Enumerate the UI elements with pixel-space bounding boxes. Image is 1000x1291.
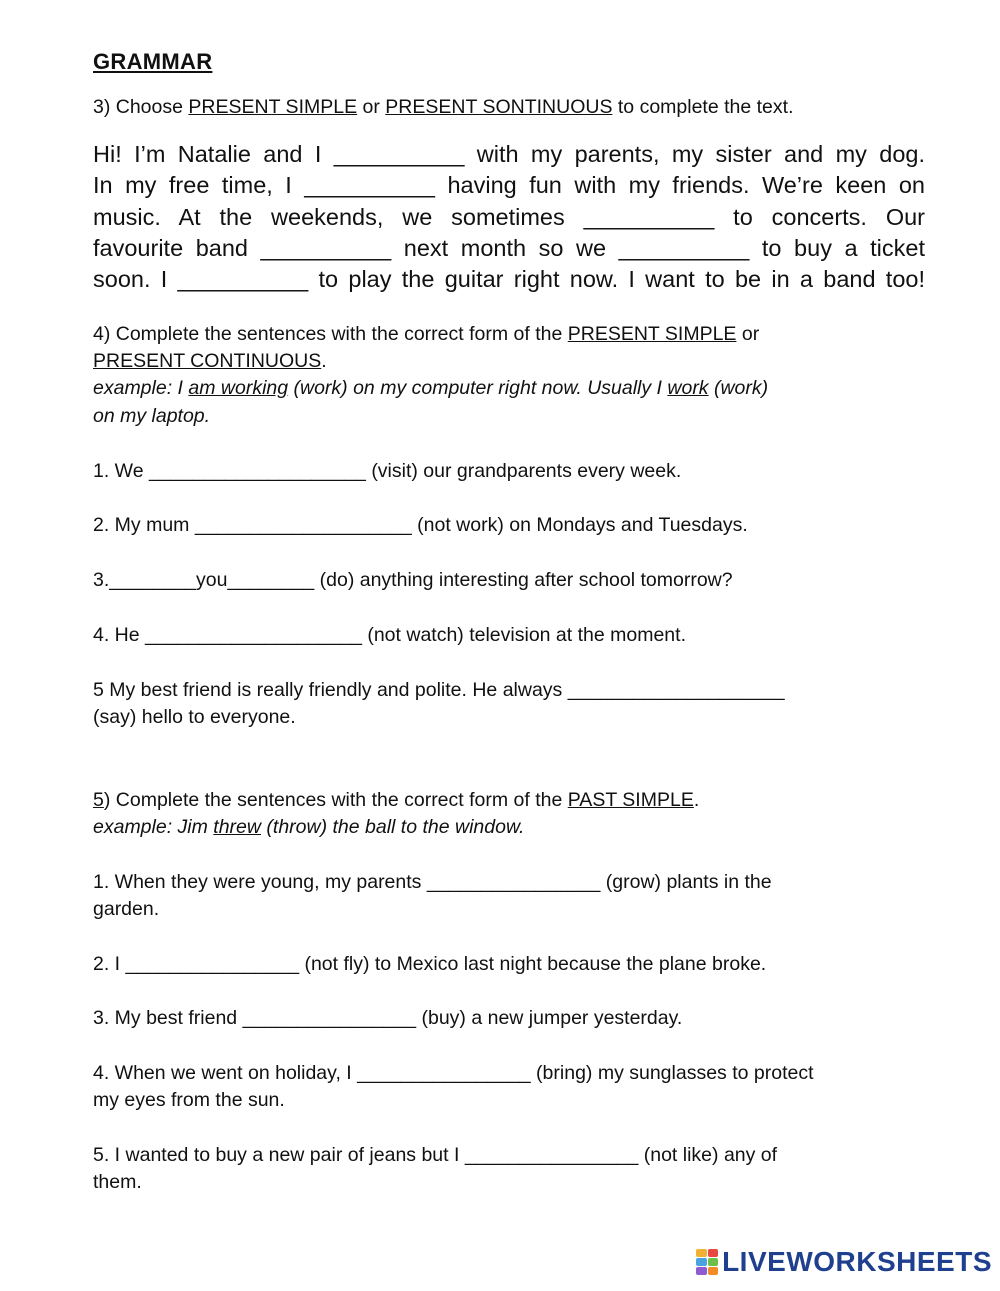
or-text: or	[357, 96, 386, 118]
example-text: example: Jim	[93, 816, 214, 838]
text-line: Hi! I’m Natalie and I __________ with my parents, my sister and my dog.	[93, 141, 925, 167]
example-answer: work	[667, 377, 709, 399]
liveworksheets-logo	[696, 1247, 992, 1277]
logo-tile	[708, 1258, 719, 1266]
example-text: (throw) the ball to the window.	[260, 816, 525, 838]
example-text: (work) on my computer right now. Usually I	[288, 377, 668, 399]
past-simple-label: PAST SIMPLE	[567, 789, 694, 811]
exercise-5-item-2: 2. I ________________ (not fly) to Mexico last night because the plane broke.	[93, 953, 767, 975]
exercise-4-item-4: 4. He ____________________ (not watch) television at the moment.	[93, 624, 686, 646]
example-text: example: I	[93, 377, 189, 399]
exercise-3-instruction	[93, 94, 793, 121]
text-line: soon. I __________ to play the guitar right now. I want to be in a band too!	[93, 266, 925, 293]
exercise-5-item-4-cont: my eyes from the sun.	[93, 1089, 285, 1111]
example-answer: am working	[188, 377, 289, 399]
exercise-4-item-3: 3.________you________ (do) anything interesting after school tomorrow?	[93, 569, 733, 591]
exercise-4-example	[93, 375, 768, 402]
logo-tile	[696, 1249, 707, 1257]
instruction-rest: to complete the text.	[612, 96, 794, 118]
present-simple-label: PRESENT SIMPLE	[188, 96, 358, 118]
exercise-5-number: 5	[93, 789, 104, 811]
exercise-3-text	[93, 139, 925, 295]
text-line: In my free time, I __________ having fun with my friends. We’re keen on	[93, 172, 925, 199]
exercise-5-intro: ) Complete the sentences with the correct form of the	[103, 789, 568, 811]
exercise-4-item-5-cont: (say) hello to everyone.	[93, 706, 296, 728]
exercise-5-item-1: 1. When they were young, my parents ________________ (grow) plants in the	[93, 871, 772, 893]
text-line: music. At the weekends, we sometimes __________ to concerts. Our	[93, 203, 925, 230]
exercise-4-item-2: 2. My mum ____________________ (not work) on Mondays and Tuesdays.	[93, 514, 748, 536]
exercise-5-item-1-cont: garden.	[93, 898, 160, 920]
exercise-5-item-5: 5. I wanted to buy a new pair of jeans but I ________________ (not like) any of	[93, 1144, 778, 1166]
exercise-4-instruction	[93, 321, 759, 348]
logo-tile	[696, 1258, 707, 1266]
logo-tile	[708, 1249, 719, 1257]
logo-tile	[708, 1267, 719, 1275]
present-simple-label: PRESENT SIMPLE	[567, 323, 737, 345]
example-answer: threw	[213, 816, 261, 838]
exercise-5-item-5-cont: them.	[93, 1171, 142, 1193]
example-text: (work)	[708, 377, 769, 399]
exercise-3-number: 3) Choose	[93, 96, 189, 118]
present-continuous-label: PRESENT SONTINUOUS	[385, 96, 613, 118]
or-text: or	[736, 323, 760, 345]
period: .	[321, 350, 327, 372]
exercise-5-example	[93, 814, 524, 841]
exercise-5-item-3: 3. My best friend ________________ (buy) a new jumper yesterday.	[93, 1007, 683, 1029]
period: .	[693, 789, 700, 811]
exercise-5-instruction	[93, 787, 699, 814]
exercise-4-example-cont: on my laptop.	[93, 405, 211, 427]
logo-icon	[696, 1249, 718, 1275]
text-line: favourite band __________ next month so we __________ to buy a ticket	[93, 234, 925, 261]
logo-tile	[696, 1267, 707, 1275]
page-title: GRAMMAR	[93, 49, 213, 74]
exercise-4-instruction-cont	[93, 348, 327, 375]
present-continuous-label: PRESENT CONTINUOUS	[93, 350, 322, 372]
logo-text: LIVEWORKSHEETS	[722, 1246, 992, 1277]
exercise-5-item-4: 4. When we went on holiday, I ________________ (bring) my sunglasses to protect	[93, 1062, 814, 1084]
exercise-4-intro: 4) Complete the sentences with the correct form of the	[93, 323, 568, 345]
exercise-4-item-1: 1. We ____________________ (visit) our grandparents every week.	[93, 460, 682, 482]
exercise-4-item-5: 5 My best friend is really friendly and polite. He always ____________________	[93, 679, 785, 701]
